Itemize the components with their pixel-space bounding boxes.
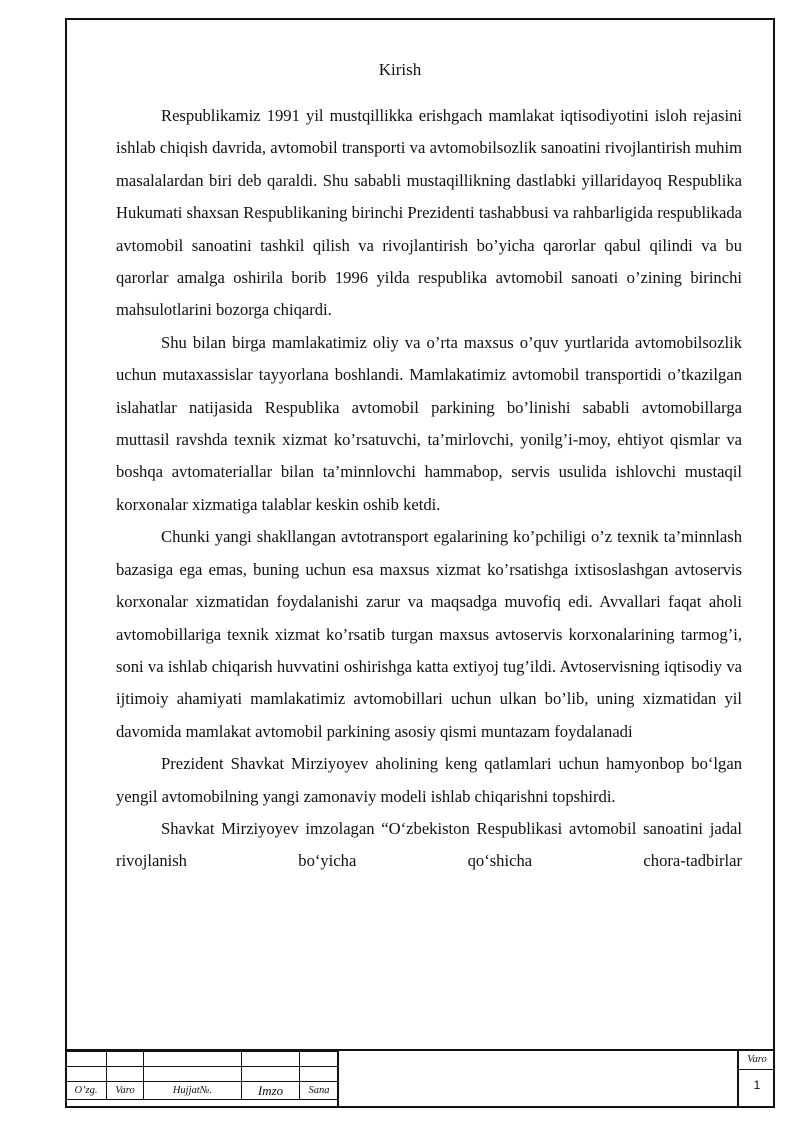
stamp-col-imzo: Imzo — [242, 1082, 300, 1100]
stamp-col-varo: Varo — [107, 1082, 144, 1100]
document-body — [116, 100, 742, 878]
title-block-stamp — [65, 1049, 775, 1108]
stamp-divider — [337, 1051, 339, 1108]
paragraph-5: Shavkat Mirziyoyev imzolagan “O‘zbekiston Respublikasi avtomobil sanoatini jadal rivojlanish bo‘yicha qo‘shicha chora-tadbirlar — [116, 818, 742, 871]
page-title: Kirish — [378, 60, 422, 79]
page-number: 1 — [753, 1078, 761, 1092]
paragraph-1: Respublikamiz 1991 yil mustqillikka erishgach mamlakat iqtisodiyotini isloh rejasini ishlab chiqish davrida, avtomobil transporti va avtomobilsozlik sanoatini rivojlantirish muhim masalalardan biri deb qaraldi. Shu sababli mustaqillikning dastlabki yillaridayoq Respublika Hukumati shaxsan Respublikaning birinchi Prezidenti tashabbusi va rahbarligida respublikada avtomobil sanoatini tashkil qilish va rivojlantirish bo’yicha qarorlar qabul qilindi va bu qarorlar amalga oshirila borib 1996 yilda respublika avtomobil sanoati o’zining birinchi mahsulotlarini bozorga chiqardi. — [116, 106, 742, 320]
paragraph-3: Chunki yangi shakllangan avtotransport egalarining ko’pchiligi o’z texnik ta’minnlash bazasiga ega emas, buning uchun esa maxsus xizmat ko’rsatishga ixtisoslashgan avtoservis korxonalar xizmatidan foydalanishi zarur va maqsadga muvofiq edi. Avvallari faqat aholi avtomobillariga texnik xizmat ko’rsatib turgan maxsus avtoservis korxonalarining tarmog’i, soni va ishlab chiqarish huvvatini oshirishga katta extiyoj tug’ildi. Avtoservisning iqtisodiy va ijtimoiy ahamiyati mamlakatimiz avtomobillari uchun ulkan bo’lib, uning xizmatidan yil davomida mamlakat avtomobil parkining asosiy qismi muntazam foydalanadi — [116, 527, 742, 741]
stamp-table — [65, 1051, 339, 1100]
paragraph-4: Prezident Shavkat Mirziyoyev aholining keng qatlamlari uchun hamyonbop bo‘lgan yengil avtomobilning yangi zamonaviy modeli ishlab chiqarishni topshirdi. — [116, 754, 742, 806]
page-number-box — [737, 1051, 775, 1108]
paragraph-2: Shu bilan birga mamlakatimiz oliy va o’rta maxsus o’quv yurtlarida avtomobilsozlik uchun mutaxassislar tayyorlana boshlandi. Mamlakatimiz avtomobil transportidi o’tkazilgan islahatlar natijasida Respublika avtomobil parkining bo’linishi sababli avtomobillarga muttasil ravshda texnik xizmat ko’rsatuvchi, ta’mirlovchi, yonilg’i-moy, ehtiyot qismlar va boshqa avtomateriallar bilan ta’minnlovchi hammabop, servis usulida ishlovchi mustaqil korxonalar xizmatiga talablar keskin oshib ketdi. — [116, 332, 742, 514]
stamp-col-ozg: O’zg. — [66, 1082, 107, 1100]
page-label: Varo — [739, 1051, 775, 1070]
stamp-col-hujjat: Hujjat№. — [144, 1082, 242, 1100]
stamp-col-sana: Sana — [300, 1082, 339, 1100]
